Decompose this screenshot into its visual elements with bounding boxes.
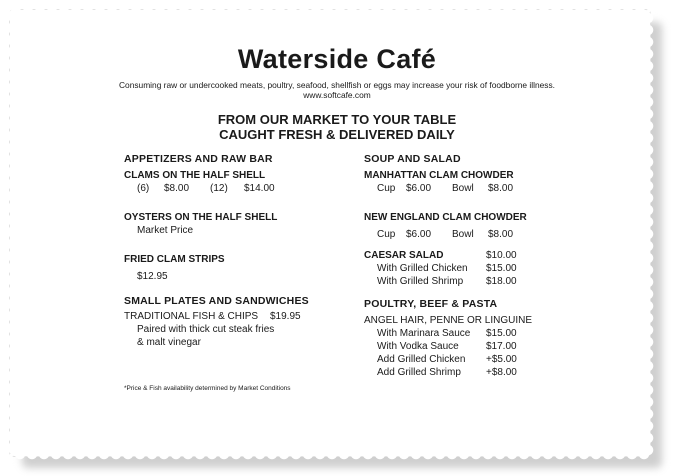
option-price: $17.00	[486, 341, 517, 352]
option-price: $15.00	[486, 263, 517, 274]
cup-price: $6.00	[406, 183, 432, 194]
scalloped-edge-top	[10, 4, 650, 12]
item-clams-half-shell: CLAMS ON THE HALF SHELL	[124, 170, 266, 181]
scalloped-edge-right	[648, 10, 656, 456]
item-new-england-chowder: NEW ENGLAND CLAM CHOWDER	[364, 212, 527, 223]
section-heading-appetizers: APPETIZERS AND RAW BAR	[124, 153, 273, 165]
item-caesar-price: $10.00	[486, 250, 517, 261]
cup-label: Cup	[377, 183, 396, 194]
item-manhattan-chowder: MANHATTAN CLAM CHOWDER	[364, 170, 514, 181]
item-fish-chips-name: TRADITIONAL FISH & CHIPS	[124, 311, 259, 322]
item-fish-chips-price: $19.95	[270, 311, 301, 322]
bowl-price: $8.00	[488, 229, 514, 240]
item-caesar-salad	[364, 249, 594, 262]
tagline-line-2: CAUGHT FRESH & DELIVERED DAILY	[219, 127, 455, 142]
website: www.softcafe.com	[303, 90, 371, 100]
option-label: Add Grilled Chicken	[377, 354, 466, 365]
qty-6: (6)	[137, 183, 150, 194]
menu-column-left	[124, 152, 354, 349]
section-heading-soup-salad: SOUP AND SALAD	[364, 153, 461, 165]
option-label: With Grilled Shrimp	[377, 276, 464, 287]
section-heading-poultry: POULTRY, BEEF & PASTA	[364, 298, 498, 310]
bowl-label: Bowl	[452, 229, 474, 240]
bowl-label: Bowl	[452, 183, 474, 194]
option-price: +$8.00	[486, 367, 517, 378]
item-pasta: ANGEL HAIR, PENNE OR LINGUINE	[364, 315, 532, 326]
item-manhattan-prices	[364, 182, 594, 195]
pasta-option-add-shrimp	[364, 366, 594, 379]
option-price: $15.00	[486, 328, 517, 339]
disclaimer-text: Consuming raw or undercooked meats, poultry, seafood, shellfish or eggs may increase your risk of foodborne illness.	[118, 80, 556, 90]
option-label: With Grilled Chicken	[377, 263, 468, 274]
item-fish-chips	[124, 310, 354, 323]
item-oysters-price: Market Price	[137, 225, 194, 236]
health-disclaimer	[0, 80, 674, 100]
item-oysters-half-shell: OYSTERS ON THE HALF SHELL	[124, 212, 278, 223]
price-6: $8.00	[164, 183, 190, 194]
section-heading-small-plates: SMALL PLATES AND SANDWICHES	[124, 295, 309, 307]
option-label: With Vodka Sauce	[377, 341, 459, 352]
scalloped-edge-left	[4, 10, 12, 456]
item-fish-chips-desc-1: Paired with thick cut steak fries	[137, 324, 275, 335]
price-12: $14.00	[244, 183, 275, 194]
pasta-option-add-chicken	[364, 353, 594, 366]
cup-label: Cup	[377, 229, 396, 240]
bowl-price: $8.00	[488, 183, 514, 194]
item-fish-chips-desc-2: & malt vinegar	[137, 337, 201, 348]
item-new-england-prices	[364, 228, 594, 241]
caesar-option-chicken	[364, 262, 594, 275]
footnote: *Price & Fish availability determined by Market Conditions	[124, 385, 291, 392]
caesar-option-shrimp	[364, 275, 594, 288]
item-fried-clam-strips: FRIED CLAM STRIPS	[124, 254, 225, 265]
option-label: With Marinara Sauce	[377, 328, 471, 339]
option-price: +$5.00	[486, 354, 517, 365]
qty-12: (12)	[210, 183, 228, 194]
pasta-option-marinara	[364, 327, 594, 340]
option-price: $18.00	[486, 276, 517, 287]
menu-column-right	[364, 152, 594, 379]
item-clams-prices	[124, 182, 354, 195]
item-fried-clam-price: $12.95	[137, 271, 168, 282]
restaurant-title: Waterside Café	[237, 44, 437, 74]
option-label: Add Grilled Shrimp	[377, 367, 461, 378]
cup-price: $6.00	[406, 229, 432, 240]
scalloped-edge-bottom	[10, 454, 650, 462]
tagline	[0, 112, 674, 142]
tagline-line-1: FROM OUR MARKET TO YOUR TABLE	[217, 112, 457, 127]
pasta-option-vodka	[364, 340, 594, 353]
item-caesar-name: CAESAR SALAD	[364, 250, 444, 261]
